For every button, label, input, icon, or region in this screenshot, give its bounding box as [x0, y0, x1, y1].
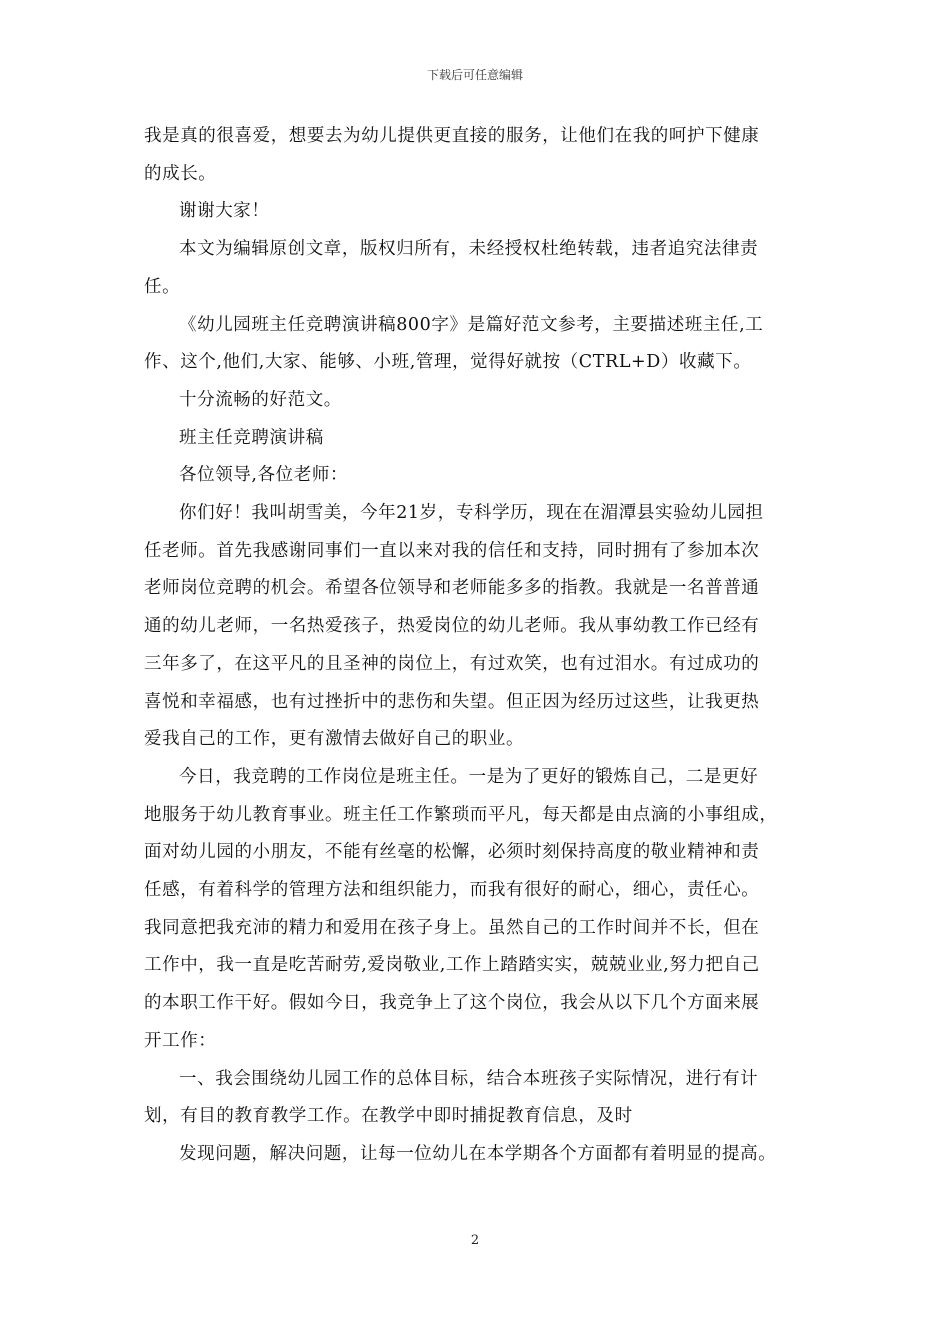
text-line: 你们好！我叫胡雪美，今年21岁，专科学历，现在在湄潭县实验幼儿园担 — [179, 503, 764, 524]
text-line: 一、我会围绕幼儿园工作的总体目标，结合本班孩子实际情况，进行有计 — [179, 1068, 759, 1089]
text-line: 的本职工作干好。假如今日，我竞争上了这个岗位，我会从以下几个方面来展 — [144, 993, 760, 1014]
text-line: 的成长。 — [144, 163, 217, 184]
paragraph — [144, 1061, 816, 1136]
text-line: 发现问题，解决问题，让每一位幼儿在本学期各个方面都有着明显的提高。 — [179, 1143, 777, 1164]
text-line: 开工作： — [144, 1030, 217, 1051]
paragraph — [144, 231, 816, 306]
text-line: 各位领导,各位老师： — [179, 465, 349, 486]
text-line: 我同意把我充沛的精力和爱用在孩子身上。虽然自己的工作时间并不长，但在 — [144, 917, 760, 938]
text-line: 工作中，我一直是吃苦耐劳,爱岗敬业,工作上踏踏实实，兢兢业业,努力把自己 — [144, 955, 760, 976]
text-line: 任。 — [144, 276, 181, 297]
text-line: 任感，有着科学的管理方法和组织能力，而我有很好的耐心，细心，责任心。 — [144, 880, 760, 901]
paragraph — [144, 1136, 816, 1174]
paragraph — [144, 193, 816, 231]
text-line: 本文为编辑原创文章，版权归所有，未经授权杜绝转载，违者追究法律责 — [179, 239, 759, 260]
paragraph — [144, 495, 816, 759]
paragraph — [144, 420, 816, 458]
text-line: 十分流畅的好范文。 — [179, 389, 342, 410]
text-line: 爱我自己的工作，更有激情去做好自己的职业。 — [144, 729, 525, 750]
text-line: 通的幼儿老师，一名热爱孩子，热爱岗位的幼儿老师。我从事幼教工作已经有 — [144, 616, 760, 637]
page-header: 下载后可任意编辑 — [426, 68, 523, 82]
page-number: 2 — [470, 1233, 480, 1248]
text-line: 划，有目的教育教学工作。在教学中即时捕捉教育信息，及时 — [144, 1106, 633, 1127]
text-line: 今日，我竞聘的工作岗位是班主任。一是为了更好的锻炼自己，二是更好 — [179, 766, 759, 787]
text-line: 地服务于幼儿教育事业。班主任工作繁琐而平凡，每天都是由点滴的小事组成， — [144, 804, 778, 825]
text-line: 我是真的很喜爱，想要去为幼儿提供更直接的服务，让他们在我的呵护下健康 — [144, 126, 760, 146]
text-line: 面对幼儿园的小朋友，不能有丝毫的松懈，必须时刻保持高度的敬业精神和责 — [144, 842, 760, 863]
text-line: 任老师。首先我感谢同事们一直以来对我的信任和支持，同时拥有了参加本次 — [144, 540, 760, 561]
paragraph — [144, 457, 816, 495]
paragraph — [144, 118, 816, 193]
text-line: 谢谢大家！ — [179, 201, 270, 222]
text-line: 老师岗位竞聘的机会。希望各位领导和老师能多多的指教。我就是一名普普通 — [144, 578, 760, 599]
paragraph — [144, 759, 816, 1061]
paragraph — [144, 307, 816, 382]
text-line: 班主任竞聘演讲稿 — [179, 427, 324, 448]
text-line: 作、这个,他们,大家、能够、小班,管理，觉得好就按（CTRL+D）收藏下。 — [144, 352, 752, 373]
text-line: 三年多了，在这平凡的且圣神的岗位上，有过欢笑，也有过泪水。有过成功的 — [144, 653, 760, 674]
text-line: 喜悦和幸福感，也有过挫折中的悲伤和失望。但正因为经历过这些，让我更热 — [144, 691, 760, 712]
text-line: 《幼儿园班主任竞聘演讲稿800字》是篇好范文参考，主要描述班主任,工 — [179, 314, 764, 335]
paragraph — [144, 382, 816, 420]
document-body — [144, 118, 816, 1174]
